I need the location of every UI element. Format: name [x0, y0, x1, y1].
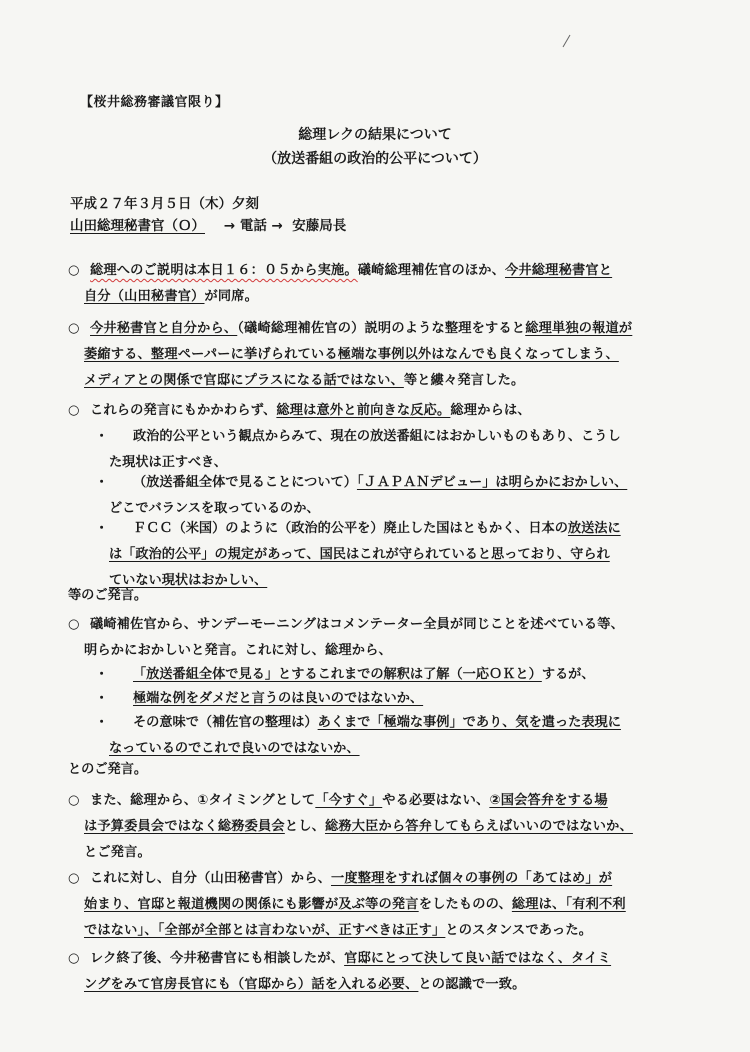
circle-bullet: ○ — [68, 951, 80, 966]
underlined-text: ていない現状はおかしい、 — [109, 573, 268, 588]
route-line — [70, 214, 346, 234]
date-line: 平成２７年３月５日（木）夕刻 — [70, 196, 259, 212]
bullet-text: （放送番組全体で見ることについて） — [133, 475, 357, 490]
item-2 — [68, 316, 658, 394]
circle-bullet: ○ — [68, 793, 80, 808]
bullet-text: その意味で（補佐官の整理は） — [133, 715, 318, 730]
item-text: やる必要はない、 — [382, 793, 490, 808]
circle-bullet: ○ — [68, 321, 80, 336]
item-6 — [68, 866, 658, 944]
sub-bullet — [95, 470, 655, 522]
underlined-text: メディアとの関係で官邸にプラスになる話ではない、 — [84, 373, 404, 388]
circle-bullet: ○ — [68, 617, 80, 632]
bullet-text: 政治的公平という観点からみて、現在の放送番組にはおかしいものもあり、こうし — [133, 429, 621, 444]
underlined-text: 総理は、「有利不利 — [511, 897, 626, 912]
underlined-text: 放送法に — [567, 521, 621, 536]
route-from: 山田総理秘書官（Ｏ） — [70, 218, 205, 234]
item-text: 明らかにおかしいと発言。これに対し、総理から、 — [84, 643, 392, 658]
underlined-text: 「ＪＡＰＡＮデビュー」は明らかにおかしい、 — [356, 475, 628, 490]
circle-bullet: ○ — [68, 871, 80, 886]
bullet-text: するが、 — [541, 667, 595, 682]
item-4 — [68, 612, 658, 664]
underlined-text: ではない」、「全部が全部とは言わないが、正すべきは正す」 — [84, 923, 446, 938]
underlined-text: なっているのでこれで良いのではないか、 — [109, 741, 360, 756]
underlined-text: あくまで「極端な事例」であり、気を遣った表現に — [317, 715, 621, 730]
item-text: 礒崎総理補佐官のほか、 — [357, 263, 506, 278]
underlined-text: は「政治的公平」の規定があって、国民はこれが守られていると思っており、守られ — [109, 547, 610, 562]
sub-bullet — [95, 662, 655, 688]
item-text: とし、 — [284, 819, 325, 834]
item-text: これに対し、自分（山田秘書官）から、 — [90, 871, 331, 886]
pen-mark — [563, 35, 571, 48]
item-tail: 等のご発言。 — [68, 588, 148, 603]
item-text: との認識で一致。 — [418, 977, 526, 992]
underlined-text: 萎縮する、整理ペーパーに挙げられている極端な事例以外はなんでも良くなってしまう、 — [84, 347, 619, 362]
route-medium: 電話 — [239, 218, 267, 234]
sub-bullet — [95, 710, 655, 762]
underlined-text: 始まり、官邸と報道機関の関係にも影響が及ぶ等の発言 — [84, 897, 419, 912]
bullet-text: どこでバランスを取っているのか、 — [109, 501, 320, 516]
item-tail: とのご発言。 — [68, 762, 148, 777]
item-3 — [68, 398, 658, 424]
underlined-text: 今井総理秘書官と — [505, 263, 613, 278]
underlined-text: 「放送番組全体で見る」とするこれまでの解釈は了解（一応ＯＫと） — [133, 667, 542, 682]
bullet-text: ＦＣＣ（米国）のように（政治的公平を）廃止した国はともかく、日本の — [133, 521, 568, 536]
underlined-text: 自分（山田秘書官） — [84, 289, 205, 304]
underlined-text: 総理は意外と前向きな反応。 — [276, 403, 451, 418]
red-underlined-text: 総理へのご説明は本日１６：０５から実施。 — [90, 263, 358, 278]
underlined-text: 極端な例をダメだと言うのは良いのではないか、 — [133, 691, 424, 706]
item-text: をしたものの、 — [418, 897, 512, 912]
underlined-text: 官邸にとって決して良い話ではなく、タイミ — [344, 951, 612, 966]
underlined-text: ングをみて官房長官にも（官邸から）話を入れる必要、 — [84, 977, 419, 992]
item-text: （礒崎総理補佐官の）説明のような整理をすると — [237, 321, 526, 336]
sub-bullet — [95, 516, 655, 594]
circle-bullet: ○ — [68, 263, 80, 278]
item-text: また、総理から、①タイミングとして — [90, 793, 316, 808]
dot-bullet: ・ — [95, 667, 109, 682]
document-title: 総理レクの結果について — [298, 127, 452, 143]
item-text: これらの発言にもかかわらず、 — [90, 403, 277, 418]
item-text: とのスタンスであった。 — [445, 923, 593, 938]
item-text: レク終了後、今井秘書官にも相談したが、 — [90, 951, 345, 966]
dot-bullet: ・ — [95, 691, 109, 706]
item-text: が同席。 — [204, 289, 259, 304]
dot-bullet: ・ — [95, 429, 109, 444]
underlined-text: ②国会答弁をする場 — [489, 793, 608, 808]
sub-bullet — [95, 424, 655, 476]
dot-bullet: ・ — [95, 521, 109, 536]
sub-bullet — [95, 686, 655, 712]
document-subtitle: （放送番組の政治的公平について） — [263, 151, 487, 167]
classification-label: 【桜井総務審議官限り】 — [80, 95, 229, 110]
item-7 — [68, 946, 658, 998]
underlined-text: は予算委員会ではなく総務委員会 — [84, 819, 285, 834]
underlined-text: 一度整理をすれば個々の事例の「あてはめ」が — [330, 871, 613, 886]
bullet-text: た現状は正すべき、 — [109, 455, 227, 470]
dot-bullet: ・ — [95, 475, 109, 490]
item-text: 等と縷々発言した。 — [403, 373, 525, 388]
underlined-text: 総理単独の報道が — [525, 321, 633, 336]
route-to: 安藤局長 — [292, 218, 347, 234]
underlined-text: 今井秘書官と自分から、 — [90, 321, 238, 336]
underlined-text: 「今すぐ」 — [315, 793, 383, 808]
item-text: 総理からは、 — [450, 403, 531, 418]
item-text: 礒崎補佐官から、サンデーモーニングはコメンテーター全員が同じことを述べている等、 — [90, 617, 625, 632]
dot-bullet: ・ — [95, 715, 109, 730]
circle-bullet: ○ — [68, 403, 80, 418]
arrow: → — [271, 218, 283, 234]
item-1 — [68, 258, 658, 310]
arrow: → — [223, 218, 236, 234]
underlined-text: 総務大臣から答弁してもらえばいいのではないか、 — [324, 819, 633, 834]
item-text: とご発言。 — [84, 845, 151, 860]
item-5 — [68, 788, 658, 866]
